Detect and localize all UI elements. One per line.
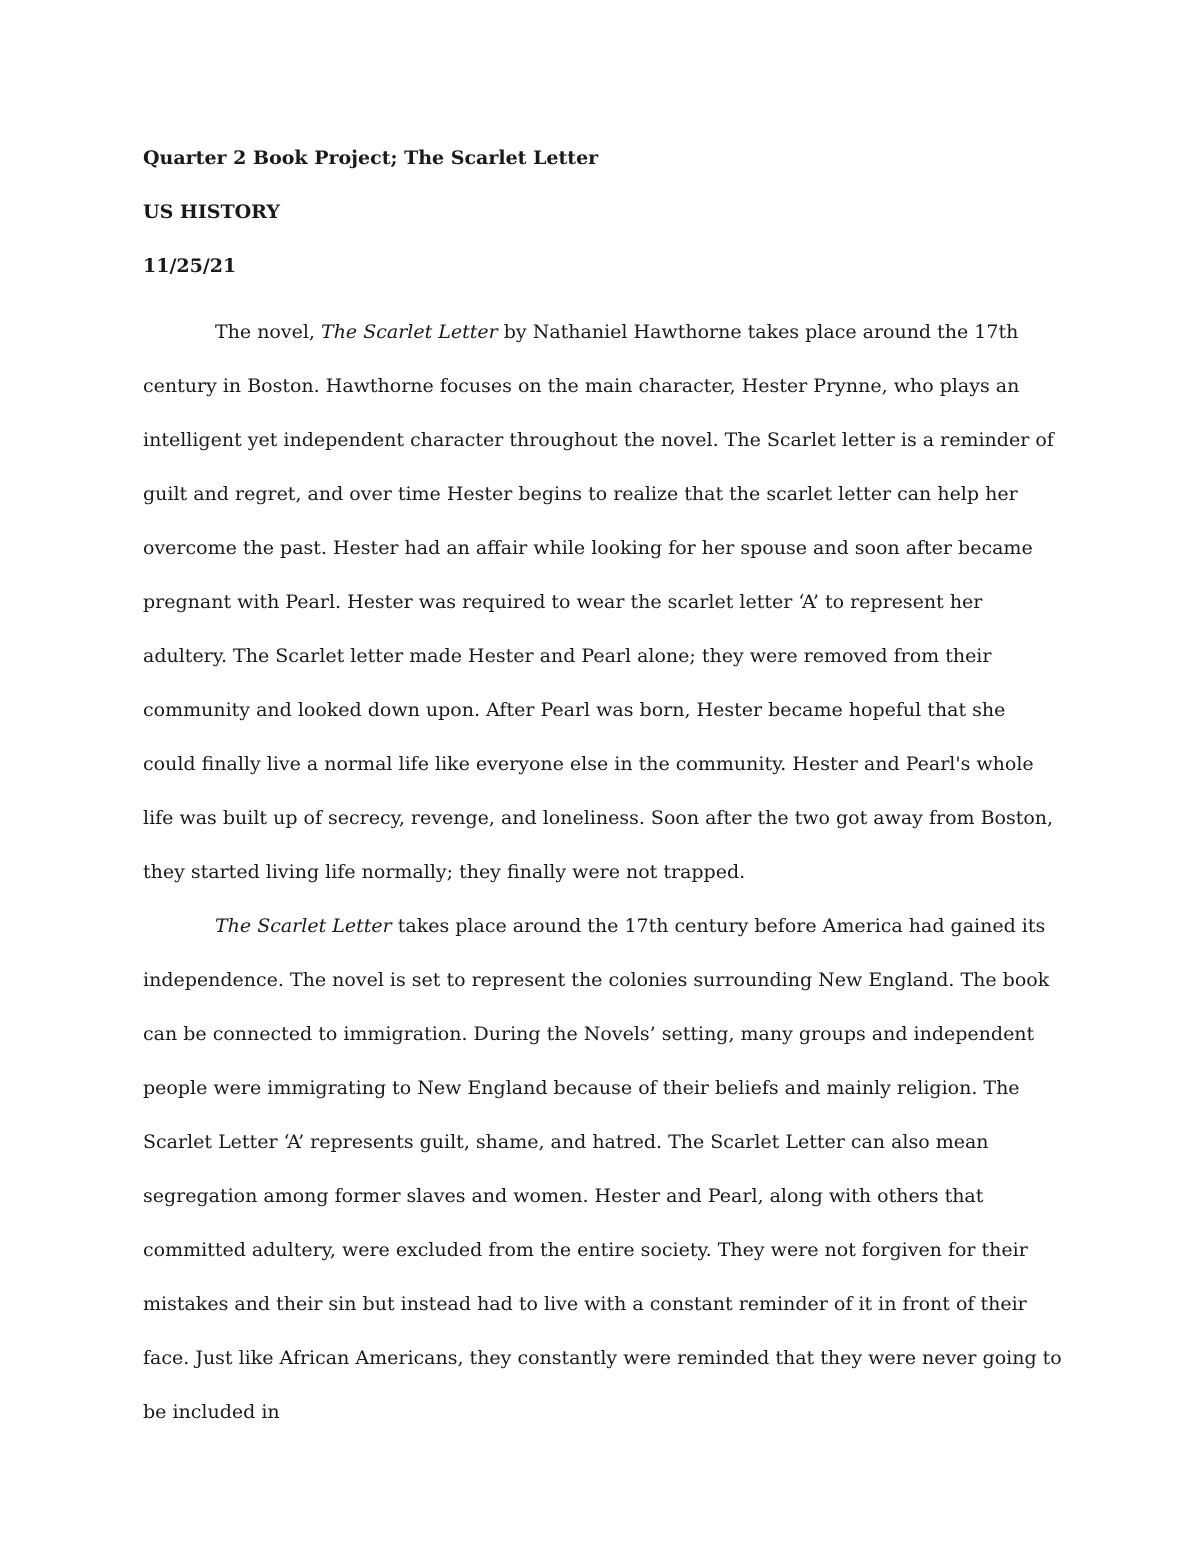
course-name: US HISTORY	[143, 201, 280, 223]
paragraph-2-book-title: The Scarlet Letter	[215, 915, 392, 937]
paragraph-1-text: by Nathaniel Hawthorne takes place around the 17th century in Boston. Hawthorne focuses on the main character, Hester Prynne, who plays an intelligent yet independent character throughout the novel. The Scarlet letter is a reminder of guilt and regret, and over time Hester begins to realize that the scarlet letter can help her overcome the past. Hester had an affair while looking for her spouse and soon after became pregnant with Pearl. Hester was required to wear the scarlet letter ‘A’ to represent her adultery. The Scarlet letter made Hester and Pearl alone; they were removed from their community and looked down upon. After Pearl was born, Hester became hopeful that she could finally live a normal life like everyone else in the community. Hester and Pearl's whole life was built up of secrecy, revenge, and loneliness. Soon after the two got away from Boston, they started living life normally; they finally were not trapped.	[143, 321, 1054, 883]
document-title: Quarter 2 Book Project; The Scarlet Letter	[143, 147, 599, 169]
paragraph-2	[143, 899, 1063, 1439]
paragraph-1-book-title: The Scarlet Letter	[321, 321, 498, 343]
paragraph-1-intro: The novel,	[215, 321, 322, 343]
paragraph-2-text: takes place around the 17th century before America had gained its independence. The novel is set to represent the colonies surrounding New England. The book can be connected to immigration. During the Novels’ setting, many groups and independent people were immigrating to New England because of their beliefs and mainly religion. The Scarlet Letter ‘A’ represents guilt, shame, and hatred. The Scarlet Letter can also mean segregation among former slaves and women. Hester and Pearl, along with others that committed adultery, were excluded from the entire society. They were not forgiven for their mistakes and their sin but instead had to live with a constant reminder of it in front of their face. Just like African Americans, they constantly were reminded that they were never going to be included in	[143, 915, 1062, 1423]
paragraph-1	[143, 305, 1063, 899]
document-date: 11/25/21	[143, 255, 237, 277]
essay-body	[143, 305, 1063, 1439]
